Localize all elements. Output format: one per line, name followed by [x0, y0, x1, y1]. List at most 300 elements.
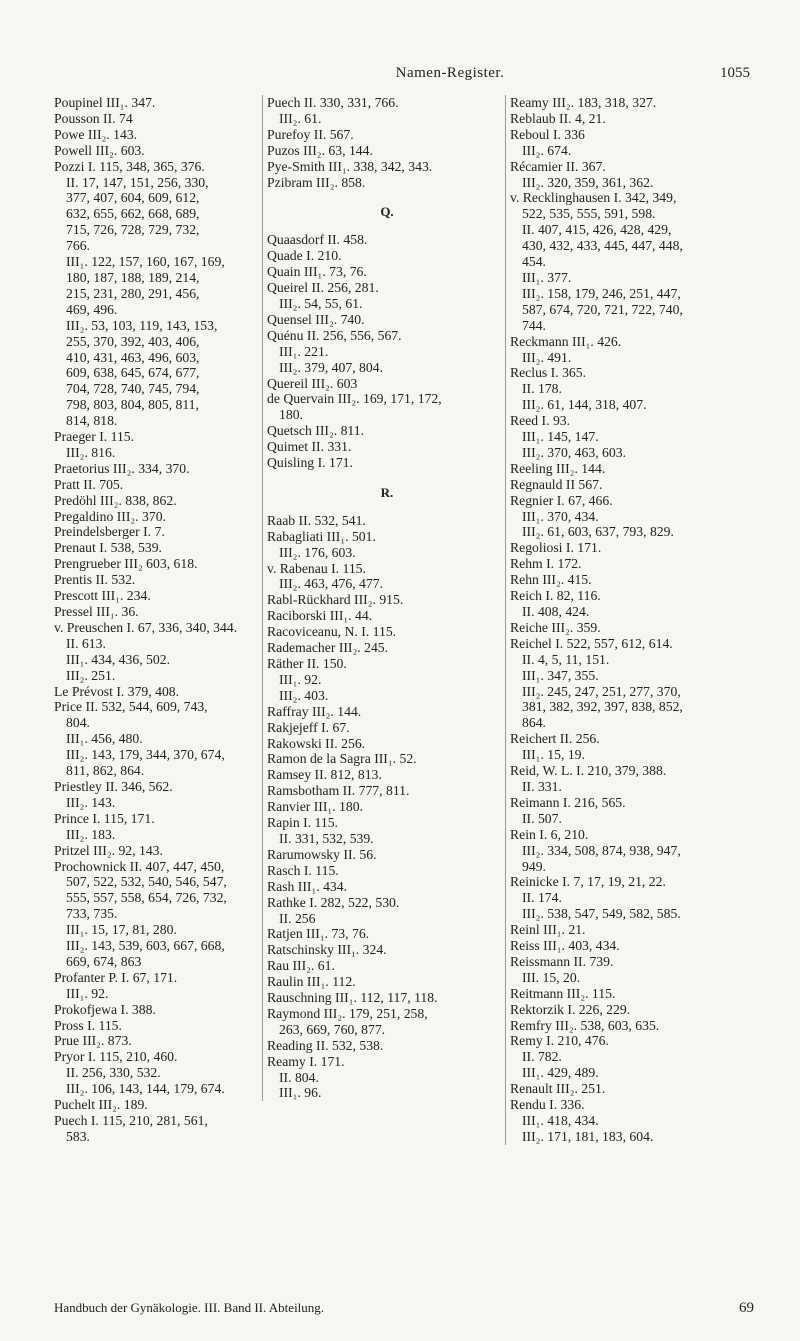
- entry-continuation-line: III₂. 183.: [66, 826, 116, 842]
- index-entry: [267, 926, 507, 942]
- index-entry: [510, 827, 760, 875]
- index-entry: [510, 556, 760, 572]
- entry-continuation-line: III₂. 61, 144, 318, 407.: [522, 397, 647, 413]
- entry-continuation-line: 381, 382, 392, 397, 838, 852,: [522, 699, 683, 715]
- entry-name-line: Quisling I. 171.: [267, 455, 353, 471]
- entry-name-line: Quetsch III₂. 811.: [267, 423, 365, 439]
- index-entry: [54, 556, 259, 572]
- entry-continuation-line: III₂. 176, 603.: [279, 544, 356, 560]
- entry-continuation-line: III₁. 122, 157, 160, 167, 169,: [66, 254, 225, 270]
- entry-name-line: Remfry III₂. 538, 603, 635.: [510, 1017, 660, 1033]
- entry-continuation-line: III₁. 456, 480.: [66, 731, 143, 747]
- entry-continuation-line: II. 4, 5, 11, 151.: [522, 651, 610, 667]
- entry-name-line: Raciborski III₁. 44.: [267, 608, 373, 624]
- entry-continuation-line: III₂. 463, 476, 477.: [279, 576, 383, 592]
- entry-name-line: Prue III₂. 873.: [54, 1033, 132, 1049]
- index-entry: [510, 954, 760, 986]
- entry-continuation-line: III₂. 54, 55, 61.: [279, 295, 363, 311]
- index-column-3: [505, 95, 760, 1145]
- entry-continuation-line: III₂. 143, 179, 344, 370, 674,: [66, 747, 225, 763]
- entry-continuation-line: 744.: [522, 317, 546, 333]
- entry-continuation-line: III₂. 143.: [66, 794, 116, 810]
- entry-continuation-line: 804.: [66, 715, 90, 731]
- entry-name-line: Regoliosi I. 171.: [510, 540, 602, 556]
- entry-continuation-line: 430, 432, 433, 445, 447, 448,: [522, 238, 683, 254]
- entry-continuation-line: II. 782.: [522, 1049, 562, 1065]
- index-entry: [510, 127, 760, 159]
- entry-name-line: Rehm I. 172.: [510, 556, 582, 572]
- index-entry: [510, 874, 760, 922]
- entry-continuation-line: III₁. 15, 17, 81, 280.: [66, 922, 177, 938]
- index-entry: [510, 413, 760, 461]
- entry-continuation-line: 583.: [66, 1128, 90, 1144]
- index-entry: [267, 958, 507, 974]
- entry-name-line: Reckmann III₁. 426.: [510, 333, 622, 349]
- entry-continuation-line: III₂. 403.: [279, 687, 329, 703]
- entry-name-line: Reeling III₂. 144.: [510, 460, 606, 476]
- page-number: 1055: [720, 65, 750, 81]
- entry-continuation-line: III₂. 370, 463, 603.: [522, 444, 626, 460]
- index-entry: [54, 429, 259, 461]
- entry-continuation-line: 814, 818.: [66, 413, 118, 429]
- index-entry: [267, 312, 507, 328]
- entry-continuation-line: III₁. 377.: [522, 269, 572, 285]
- entry-name-line: Reiche III₂. 359.: [510, 619, 601, 635]
- entry-name-line: Pozzi I. 115, 348, 365, 376.: [54, 158, 205, 174]
- entry-name-line: Quaasdorf II. 458.: [267, 232, 368, 248]
- index-entry: [54, 779, 259, 811]
- index-entry: [54, 1018, 259, 1034]
- index-entry: [267, 640, 507, 656]
- index-entry: [54, 509, 259, 525]
- index-entry: [267, 529, 507, 561]
- entry-continuation-line: II. 178.: [522, 381, 562, 397]
- entry-continuation-line: III₂. 816.: [66, 444, 116, 460]
- index-entry: [510, 95, 760, 111]
- entry-continuation-line: 555, 557, 558, 654, 726, 732,: [66, 890, 227, 906]
- index-entry: [267, 847, 507, 863]
- section-letter: Q.: [380, 204, 394, 220]
- entry-continuation-line: II. 174.: [522, 890, 562, 906]
- entry-name-line: v. Preuschen I. 67, 336, 340, 344.: [54, 619, 238, 635]
- entry-name-line: Priestley II. 346, 562.: [54, 778, 173, 794]
- entry-name-line: Reblaub II. 4, 21.: [510, 110, 606, 126]
- entry-name-line: Powell III₂. 603.: [54, 142, 145, 158]
- entry-name-line: Rash III₁. 434.: [267, 878, 348, 894]
- entry-continuation-line: III₂. 171, 181, 183, 604.: [522, 1128, 654, 1144]
- entry-name-line: Prengrueber III₂ 603, 618.: [54, 556, 198, 572]
- index-entry: [510, 731, 760, 763]
- index-entry: [54, 699, 259, 779]
- index-entry: [267, 783, 507, 799]
- index-entry: [267, 1054, 507, 1102]
- entry-name-line: Reamy I. 171.: [267, 1053, 345, 1069]
- entry-name-line: Raymond III₂. 179, 251, 258,: [267, 1005, 428, 1021]
- entry-name-line: Renault III₂. 251.: [510, 1081, 606, 1097]
- entry-continuation-line: 949.: [522, 858, 546, 874]
- entry-continuation-line: 609, 638, 645, 674, 677,: [66, 365, 200, 381]
- entry-continuation-line: 454.: [522, 254, 546, 270]
- index-entry: [267, 423, 507, 439]
- index-entry: [267, 143, 507, 159]
- entry-continuation-line: 766.: [66, 238, 90, 254]
- entry-continuation-line: 669, 674, 863: [66, 953, 142, 969]
- entry-name-line: Reed I. 93.: [510, 413, 571, 429]
- entry-continuation-line: 377, 407, 604, 609, 612,: [66, 190, 200, 206]
- index-entry: [54, 684, 259, 700]
- entry-name-line: Reinicke I. 7, 17, 19, 21, 22.: [510, 874, 666, 890]
- entry-continuation-line: 263, 669, 760, 877.: [279, 1021, 386, 1037]
- index-entry: [267, 1006, 507, 1038]
- entry-continuation-line: 180.: [279, 407, 303, 423]
- entry-name-line: Regnauld II 567.: [510, 476, 603, 492]
- index-entry: [267, 376, 507, 392]
- index-entry: [54, 604, 259, 620]
- index-entry: [54, 843, 259, 859]
- index-entry: [54, 572, 259, 588]
- entry-continuation-line: 507, 522, 532, 540, 546, 547,: [66, 874, 227, 890]
- index-entry: [267, 767, 507, 783]
- entry-continuation-line: 811, 862, 864.: [66, 763, 145, 779]
- entry-continuation-line: 410, 431, 463, 496, 603,: [66, 349, 200, 365]
- entry-name-line: Preindelsberger I. 7.: [54, 524, 165, 540]
- entry-name-line: Remy I. 210, 476.: [510, 1033, 609, 1049]
- entry-name-line: Quimet II. 331.: [267, 439, 352, 455]
- index-entry: [54, 859, 259, 970]
- entry-name-line: Prenaut I. 538, 539.: [54, 540, 162, 556]
- index-entry: [54, 143, 259, 159]
- entry-name-line: Ramon de la Sagra III₁. 52.: [267, 751, 417, 767]
- page-footer: [54, 1300, 754, 1320]
- entry-continuation-line: 798, 803, 804, 805, 811,: [66, 397, 199, 413]
- entry-name-line: Quade I. 210.: [267, 248, 342, 264]
- entry-name-line: de Quervain III₂. 169, 171, 172,: [267, 391, 442, 407]
- index-entry: [54, 1033, 259, 1049]
- entry-name-line: Quensel III₂. 740.: [267, 311, 365, 327]
- entry-name-line: Powe III₂. 143.: [54, 126, 138, 142]
- entry-continuation-line: 255, 370, 392, 403, 406,: [66, 333, 200, 349]
- index-entry: [510, 620, 760, 636]
- entry-continuation-line: 632, 655, 662, 668, 689,: [66, 206, 200, 222]
- entry-name-line: Rapin I. 115.: [267, 815, 338, 831]
- index-entry: [267, 264, 507, 280]
- index-column-1: [54, 95, 259, 1145]
- entry-name-line: v. Rabenau I. 115.: [267, 560, 366, 576]
- entry-continuation-line: III₁. 370, 434.: [522, 508, 599, 524]
- entry-name-line: Pressel III₁. 36.: [54, 604, 139, 619]
- index-entry: [54, 620, 259, 684]
- index-entry: [510, 636, 760, 731]
- index-column-2: [262, 95, 507, 1101]
- index-entry: [54, 1002, 259, 1018]
- index-entry: [510, 190, 760, 333]
- entry-continuation-line: III₂. 61, 603, 637, 793, 829.: [522, 524, 674, 540]
- footer-book-title: Handbuch der Gynäkologie. III. Band II. Abteilung.: [54, 1300, 325, 1315]
- entry-name-line: Reading II. 532, 538.: [267, 1037, 384, 1053]
- entry-name-line: Regnier I. 67, 466.: [510, 492, 613, 508]
- index-entry: [54, 95, 259, 111]
- index-entry: [510, 986, 760, 1002]
- entry-name-line: Rabagliati III₁. 501.: [267, 528, 376, 544]
- entry-continuation-line: II. 256, 330, 532.: [66, 1065, 161, 1081]
- index-entry: [54, 461, 259, 477]
- entry-name-line: Raulin III₁. 112.: [267, 974, 356, 990]
- entry-name-line: Price II. 532, 544, 609, 743,: [54, 699, 208, 715]
- entry-name-line: Ramsbotham II. 777, 811.: [267, 783, 410, 799]
- entry-continuation-line: II. 256: [279, 910, 316, 926]
- index-entry: [54, 588, 259, 604]
- index-entry: [267, 592, 507, 608]
- index-entry: [510, 763, 760, 795]
- entry-name-line: Puchelt III₂. 189.: [54, 1097, 148, 1113]
- entry-continuation-line: III₂. 320, 359, 361, 362.: [522, 174, 654, 190]
- entry-name-line: Reiss III₁. 403, 434.: [510, 938, 620, 954]
- entry-name-line: Prentis II. 532.: [54, 572, 136, 588]
- index-entry: [267, 879, 507, 895]
- entry-name-line: Pryor I. 115, 210, 460.: [54, 1049, 178, 1065]
- entry-continuation-line: III₁. 429, 489.: [522, 1065, 599, 1081]
- entry-continuation-line: III₁. 96.: [279, 1085, 322, 1101]
- entry-name-line: Racoviceanu, N. I. 115.: [267, 624, 397, 640]
- index-entry: [54, 493, 259, 509]
- entry-name-line: Raab II. 532, 541.: [267, 512, 366, 528]
- entry-name-line: v. Recklinghausen I. 342, 349,: [510, 190, 677, 206]
- entry-continuation-line: II. 804.: [279, 1069, 319, 1085]
- entry-continuation-line: II. 407, 415, 426, 428, 429,: [522, 222, 672, 238]
- entry-continuation-line: 469, 496.: [66, 301, 118, 317]
- index-entry: [54, 1097, 259, 1113]
- entry-name-line: Reclus I. 365.: [510, 365, 587, 381]
- entry-name-line: Puech I. 115, 210, 281, 561,: [54, 1113, 208, 1128]
- entry-name-line: Reich I. 82, 116.: [510, 588, 601, 604]
- entry-name-line: Rakowski II. 256.: [267, 735, 366, 751]
- entry-continuation-line: II. 408, 424.: [522, 604, 590, 619]
- index-entry: [510, 1097, 760, 1145]
- entry-name-line: Ratschinsky III₁. 324.: [267, 942, 387, 958]
- index-entry: [267, 513, 507, 529]
- entry-name-line: Rarumowsky II. 56.: [267, 846, 377, 862]
- index-entry: [267, 175, 507, 191]
- entry-name-line: Ranvier III₁. 180.: [267, 799, 363, 815]
- entry-name-line: Rathke I. 282, 522, 530.: [267, 894, 400, 910]
- entry-continuation-line: III₂. 245, 247, 251, 277, 370,: [522, 683, 681, 699]
- index-entry: [54, 111, 259, 127]
- entry-name-line: Rauschning III₁. 112, 117, 118.: [267, 990, 438, 1006]
- index-entry: [54, 127, 259, 143]
- entry-name-line: Reinl III₁. 21.: [510, 922, 586, 938]
- entry-name-line: Poupinel III₁. 347.: [54, 95, 156, 110]
- index-entry: [510, 111, 760, 127]
- entry-continuation-line: 215, 231, 280, 291, 456,: [66, 285, 200, 301]
- entry-name-line: Récamier II. 367.: [510, 158, 606, 174]
- entry-continuation-line: III₂. 158, 179, 246, 251, 447,: [522, 285, 681, 301]
- index-entry: [510, 922, 760, 938]
- entry-name-line: Rendu I. 336.: [510, 1097, 585, 1113]
- entry-name-line: Profanter P. I. 67, 171.: [54, 969, 178, 985]
- entry-continuation-line: III₁. 347, 355.: [522, 667, 599, 683]
- entry-name-line: Pratt II. 705.: [54, 476, 124, 492]
- entry-name-line: Reamy III₂. 183, 318, 327.: [510, 95, 657, 110]
- index-entry: [267, 391, 507, 423]
- index-entry: [510, 572, 760, 588]
- entry-name-line: Rau III₂. 61.: [267, 958, 335, 974]
- entry-name-line: Praeger I. 115.: [54, 429, 135, 445]
- entry-name-line: Pousson II. 74: [54, 110, 133, 126]
- entry-continuation-line: II. 17, 147, 151, 256, 330,: [66, 174, 209, 190]
- index-entry: [267, 232, 507, 248]
- index-entry: [510, 477, 760, 493]
- index-entry: [267, 608, 507, 624]
- entry-name-line: Rakjejeff I. 67.: [267, 719, 350, 735]
- footer-signature-number: 69: [739, 1300, 754, 1316]
- index-entry: [267, 561, 507, 593]
- entry-name-line: Puech II. 330, 331, 766.: [267, 95, 399, 110]
- entry-name-line: Ratjen III₁. 73, 76.: [267, 926, 370, 942]
- index-entry: [54, 524, 259, 540]
- entry-continuation-line: III₂. 61.: [279, 110, 322, 126]
- entry-continuation-line: 180, 187, 188, 189, 214,: [66, 269, 200, 285]
- index-entry: [510, 159, 760, 191]
- entry-name-line: Reitmann III₂. 115.: [510, 985, 616, 1001]
- entry-continuation-line: III₁. 418, 434.: [522, 1113, 599, 1128]
- entry-continuation-line: III₂. 53, 103, 119, 143, 153,: [66, 317, 218, 333]
- index-entry: [54, 540, 259, 556]
- entry-continuation-line: III₂. 538, 547, 549, 582, 585.: [522, 906, 681, 922]
- entry-continuation-line: III₂. 334, 508, 874, 938, 947,: [522, 842, 681, 858]
- index-entry: [267, 974, 507, 990]
- entry-name-line: Prochownick II. 407, 447, 450,: [54, 858, 225, 874]
- entry-name-line: Rademacher III₂. 245.: [267, 640, 389, 656]
- entry-name-line: Raffray III₂. 144.: [267, 703, 362, 719]
- index-entry: [54, 1049, 259, 1097]
- entry-name-line: Quain III₁. 73, 76.: [267, 264, 367, 280]
- entry-name-line: Räther II. 150.: [267, 656, 347, 671]
- entry-continuation-line: III₂. 379, 407, 804.: [279, 359, 383, 375]
- entry-name-line: Quereil III₂. 603: [267, 375, 358, 391]
- index-entry: [267, 942, 507, 958]
- entry-continuation-line: III₁. 221.: [279, 343, 329, 359]
- entry-name-line: Pye-Smith III₁. 338, 342, 343.: [267, 158, 433, 174]
- entry-continuation-line: II. 507.: [522, 810, 562, 826]
- entry-continuation-line: III₁. 145, 147.: [522, 429, 599, 445]
- entry-name-line: Rein I. 6, 210.: [510, 826, 589, 842]
- index-entry: [267, 159, 507, 175]
- index-entry: [267, 127, 507, 143]
- entry-continuation-line: III₂. 251.: [66, 667, 116, 683]
- entry-name-line: Quénu II. 256, 556, 567.: [267, 327, 402, 343]
- entry-name-line: Reissmann II. 739.: [510, 953, 614, 969]
- index-entry: [267, 328, 507, 376]
- index-entry: [267, 455, 507, 471]
- entry-continuation-line: II. 331.: [522, 778, 562, 794]
- entry-name-line: Predöhl III₂. 838, 862.: [54, 492, 177, 508]
- index-entry: [267, 863, 507, 879]
- entry-name-line: Reimann I. 216, 565.: [510, 794, 626, 810]
- entry-name-line: Reichel I. 522, 557, 612, 614.: [510, 635, 673, 651]
- entry-continuation-line: III₁. 434, 436, 502.: [66, 651, 170, 667]
- index-entry: [267, 799, 507, 815]
- index-entry: [267, 720, 507, 736]
- entry-name-line: Rasch I. 115.: [267, 862, 339, 878]
- index-entry: [54, 970, 259, 1002]
- index-entry: [510, 1002, 760, 1018]
- index-entry: [510, 1018, 760, 1034]
- index-entry: [267, 751, 507, 767]
- index-entry: [510, 365, 760, 413]
- entry-continuation-line: III₂. 143, 539, 603, 667, 668,: [66, 938, 225, 954]
- entry-continuation-line: III₁. 15, 19.: [522, 747, 585, 763]
- entry-continuation-line: 864.: [522, 715, 546, 731]
- index-entry: [510, 588, 760, 620]
- entry-name-line: Prescott III₁. 234.: [54, 588, 151, 604]
- section-letter: R.: [380, 484, 394, 500]
- index-entry: [510, 334, 760, 366]
- index-entry: [510, 493, 760, 541]
- entry-continuation-line: III₂. 106, 143, 144, 179, 674.: [66, 1081, 225, 1097]
- entry-continuation-line: 522, 535, 555, 591, 598.: [522, 206, 656, 222]
- entry-continuation-line: 587, 674, 720, 721, 722, 740,: [522, 301, 683, 317]
- index-entry: [54, 477, 259, 493]
- index-entry: [267, 704, 507, 720]
- index-entry: [267, 624, 507, 640]
- entry-continuation-line: 715, 726, 728, 729, 732,: [66, 222, 200, 238]
- page-header: [0, 65, 800, 87]
- index-entry: [267, 280, 507, 312]
- index-entry: [510, 1081, 760, 1097]
- entry-name-line: Pross I. 115.: [54, 1017, 122, 1033]
- entry-continuation-line: III₁. 92.: [66, 985, 109, 1001]
- entry-name-line: Praetorius III₂. 334, 370.: [54, 460, 190, 476]
- entry-name-line: Rabl-Rückhard III₂. 915.: [267, 592, 404, 608]
- entry-name-line: Pregaldino III₂. 370.: [54, 508, 166, 524]
- entry-name-line: Pritzel III₂. 92, 143.: [54, 842, 163, 858]
- index-entry: [267, 656, 507, 704]
- entry-continuation-line: 733, 735.: [66, 906, 118, 922]
- entry-continuation-line: III. 15, 20.: [522, 969, 581, 985]
- index-entry: [54, 159, 259, 429]
- index-entry: [267, 815, 507, 847]
- entry-name-line: Purefoy II. 567.: [267, 126, 354, 142]
- entry-name-line: Rektorzik I. 226, 229.: [510, 1001, 631, 1017]
- index-entry: [267, 439, 507, 455]
- entry-continuation-line: III₂. 491.: [522, 349, 572, 365]
- entry-continuation-line: 704, 728, 740, 745, 794,: [66, 381, 200, 397]
- index-entry: [510, 461, 760, 477]
- index-entry: [54, 811, 259, 843]
- entry-continuation-line: III₂. 674.: [522, 142, 572, 158]
- entry-name-line: Ramsey II. 812, 813.: [267, 767, 382, 783]
- entry-name-line: Rehn III₂. 415.: [510, 572, 592, 588]
- entry-name-line: Pzibram III₂. 858.: [267, 174, 366, 190]
- index-entry: [510, 795, 760, 827]
- entry-name-line: Reid, W. L. I. 210, 379, 388.: [510, 763, 667, 779]
- entry-name-line: Reichert II. 256.: [510, 731, 600, 747]
- entry-continuation-line: III₁. 92.: [279, 671, 322, 687]
- index-entry: [267, 990, 507, 1006]
- index-entry: [267, 95, 507, 127]
- entry-name-line: Prokofjewa I. 388.: [54, 1001, 156, 1017]
- entry-name-line: Le Prévost I. 379, 408.: [54, 683, 180, 699]
- entry-name-line: Puzos III₂. 63, 144.: [267, 142, 373, 158]
- index-entry: [267, 1038, 507, 1054]
- index-entry: [510, 938, 760, 954]
- entry-name-line: Reboul I. 336: [510, 126, 585, 142]
- index-entry: [54, 1113, 259, 1145]
- entry-continuation-line: II. 331, 532, 539.: [279, 830, 374, 846]
- index-entry: [267, 736, 507, 752]
- entry-continuation-line: II. 613.: [66, 635, 106, 651]
- index-entry: [510, 540, 760, 556]
